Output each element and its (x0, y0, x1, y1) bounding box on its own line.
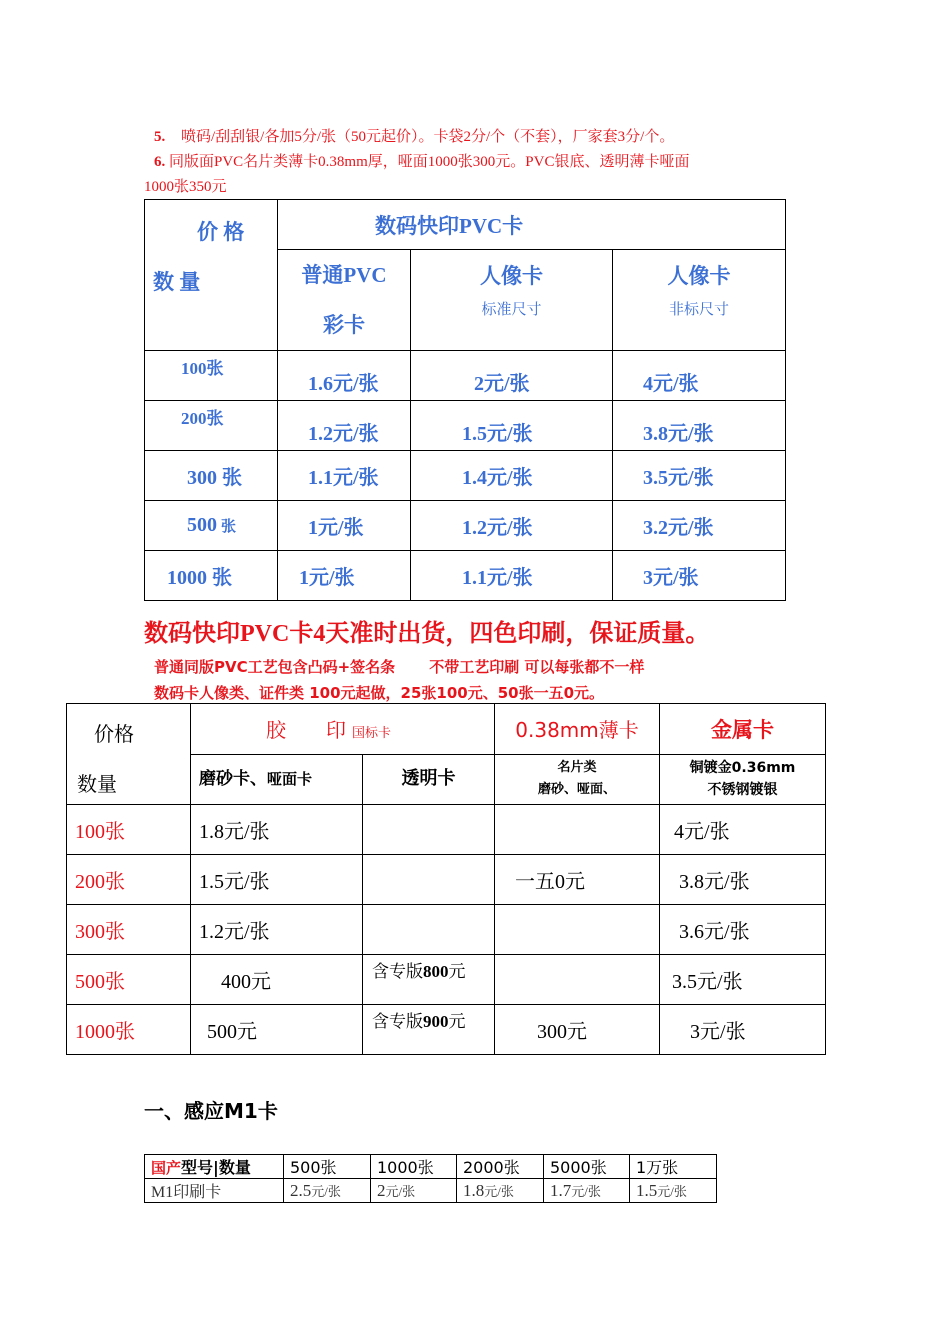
price-cell: 500元 (191, 1005, 363, 1055)
price-cell: 4元/张 (613, 351, 786, 401)
table-row (67, 905, 826, 955)
header-qty: 5000张 (544, 1155, 630, 1179)
note-6 (154, 152, 689, 172)
price-cell: 2.5元/张 (284, 1179, 371, 1203)
note-5-text: 喷码/刮刮银/各加5分/张（50元起价）。卡袋2分/个（不套），厂家套3分/个。 (181, 129, 675, 145)
note-6-continued: 1000张350元 (144, 179, 227, 195)
header-qty: 1万张 (630, 1155, 717, 1179)
note-6-text: 同版面PVC名片类薄卡0.38mm厚，哑面1000张300元。PVC银底、透明薄卡哑面 (169, 154, 690, 170)
price-cell: 3元/张 (613, 551, 786, 601)
qty-cell: 300 张 (145, 451, 278, 501)
group-thin-card: 0.38mm薄卡 (495, 704, 660, 755)
price-cell: 300元 (495, 1005, 660, 1055)
price-cell: 1.5元/张 (411, 401, 613, 451)
headline: 数码快印PVC卡4天准时出货，四色印刷，保证质量。 (144, 621, 710, 647)
qty-cell: 1000 张 (145, 551, 278, 601)
table-row (145, 501, 786, 551)
col-portrait-custom (613, 250, 786, 351)
price-cell: 1.5元/张 (630, 1179, 717, 1203)
price-cell: 1.8元/张 (191, 805, 363, 855)
price-cell: 1.1元/张 (278, 451, 411, 501)
col-portrait-standard-sub: 标准尺寸 (481, 302, 542, 318)
note-5-number: 5. (154, 129, 166, 145)
price-cell (495, 805, 660, 855)
offset-print-table (66, 703, 826, 1055)
price-cell (363, 855, 495, 905)
price-cell: 一五0元 (495, 855, 660, 905)
table-row (145, 551, 786, 601)
header-qty: 1000张 (371, 1155, 457, 1179)
group-header: 数码快印PVC卡 (278, 200, 786, 250)
qty-cell: 1000张 (67, 1005, 191, 1055)
col-standard-pvc-line2: 彩卡 (323, 313, 365, 337)
price-cell: 1.2元/张 (191, 905, 363, 955)
price-cell: 含专版900元 (363, 1005, 495, 1055)
corner-qty-label: 数量 (77, 774, 117, 796)
table-row (67, 1005, 826, 1055)
price-cell (363, 805, 495, 855)
qty-cell: 500张 (67, 955, 191, 1005)
table-row (67, 855, 826, 905)
group-metal-card: 金属卡 (660, 704, 826, 755)
col-metal-types: 铜镀金0.36mm 不锈钢镀银 (660, 754, 826, 805)
col-portrait-standard (411, 250, 613, 351)
qty-cell: 200张 (67, 855, 191, 905)
qty-cell: 100张 (67, 805, 191, 855)
subnote-line1-a: 普通同版PVC工艺包含凸码+签名条 (154, 658, 396, 676)
qty-cell: 100张 (145, 351, 278, 401)
pvc-price-table (144, 199, 786, 601)
price-cell: 3.6元/张 (660, 905, 826, 955)
qty-cell: 200张 (145, 401, 278, 451)
price-cell: 1.1元/张 (411, 551, 613, 601)
corner-price-label: 价 格 (197, 220, 245, 244)
price-cell: 3.8元/张 (613, 401, 786, 451)
header-qty: 2000张 (457, 1155, 544, 1179)
col-business-card: 名片类 磨砂、哑面、 (495, 754, 660, 805)
header-qty: 500张 (284, 1155, 371, 1179)
note-5 (154, 127, 674, 147)
price-cell: 1.4元/张 (411, 451, 613, 501)
price-cell: 1.2元/张 (278, 401, 411, 451)
price-cell: 3.8元/张 (660, 855, 826, 905)
price-cell: 1.5元/张 (191, 855, 363, 905)
table-row (67, 955, 826, 1005)
price-cell: 2元/张 (411, 351, 613, 401)
row-label: M1印刷卡 (145, 1179, 284, 1203)
subnote-line1 (154, 656, 644, 677)
note-6-number: 6. (154, 154, 166, 170)
table-row (145, 451, 786, 501)
col-transparent-card: 透明卡 (363, 754, 495, 805)
price-cell: 3元/张 (660, 1005, 826, 1055)
price-cell: 1元/张 (278, 501, 411, 551)
col-portrait-standard-title: 人像卡 (480, 264, 543, 288)
price-cell: 含专版800元 (363, 955, 495, 1005)
price-cell: 1.6元/张 (278, 351, 411, 401)
corner-cell (145, 200, 278, 351)
corner-cell (67, 704, 191, 805)
col-standard-pvc-line1: 普通PVC (301, 263, 387, 287)
price-cell: 3.2元/张 (613, 501, 786, 551)
price-cell (495, 905, 660, 955)
price-cell: 1.7元/张 (544, 1179, 630, 1203)
m1-card-table (144, 1154, 717, 1203)
col-standard-pvc (278, 250, 411, 351)
col-portrait-custom-sub: 非标尺寸 (669, 302, 730, 318)
price-cell (363, 905, 495, 955)
price-cell: 3.5元/张 (660, 955, 826, 1005)
table-row (145, 1179, 717, 1203)
header-model-qty: 国产型号|数量 (145, 1155, 284, 1179)
price-cell: 4元/张 (660, 805, 826, 855)
price-cell: 1.2元/张 (411, 501, 613, 551)
table-row (67, 805, 826, 855)
corner-qty-label: 数 量 (153, 270, 201, 294)
col-portrait-custom-title: 人像卡 (667, 264, 731, 288)
qty-cell: 500 张 (145, 501, 278, 551)
section-title: 一、感应M1卡 (144, 1099, 278, 1123)
group-offset-print: 胶 印 国标卡 (191, 704, 495, 755)
table-row (145, 401, 786, 451)
subnote-line2: 数码卡人像类、证件类 100元起做，25张100元、50张一五0元。 (154, 684, 605, 702)
price-cell (495, 955, 660, 1005)
price-cell: 3.5元/张 (613, 451, 786, 501)
corner-price-label: 价格 (94, 724, 134, 746)
price-cell: 1元/张 (278, 551, 411, 601)
qty-cell: 300张 (67, 905, 191, 955)
table-row (145, 351, 786, 401)
price-cell: 2元/张 (371, 1179, 457, 1203)
col-matte-card: 磨砂卡、哑面卡 (191, 754, 363, 805)
price-cell: 1.8元/张 (457, 1179, 544, 1203)
subnote-line1-b: 不带工艺印刷 可以每张都不一样 (429, 658, 645, 676)
price-cell: 400元 (191, 955, 363, 1005)
